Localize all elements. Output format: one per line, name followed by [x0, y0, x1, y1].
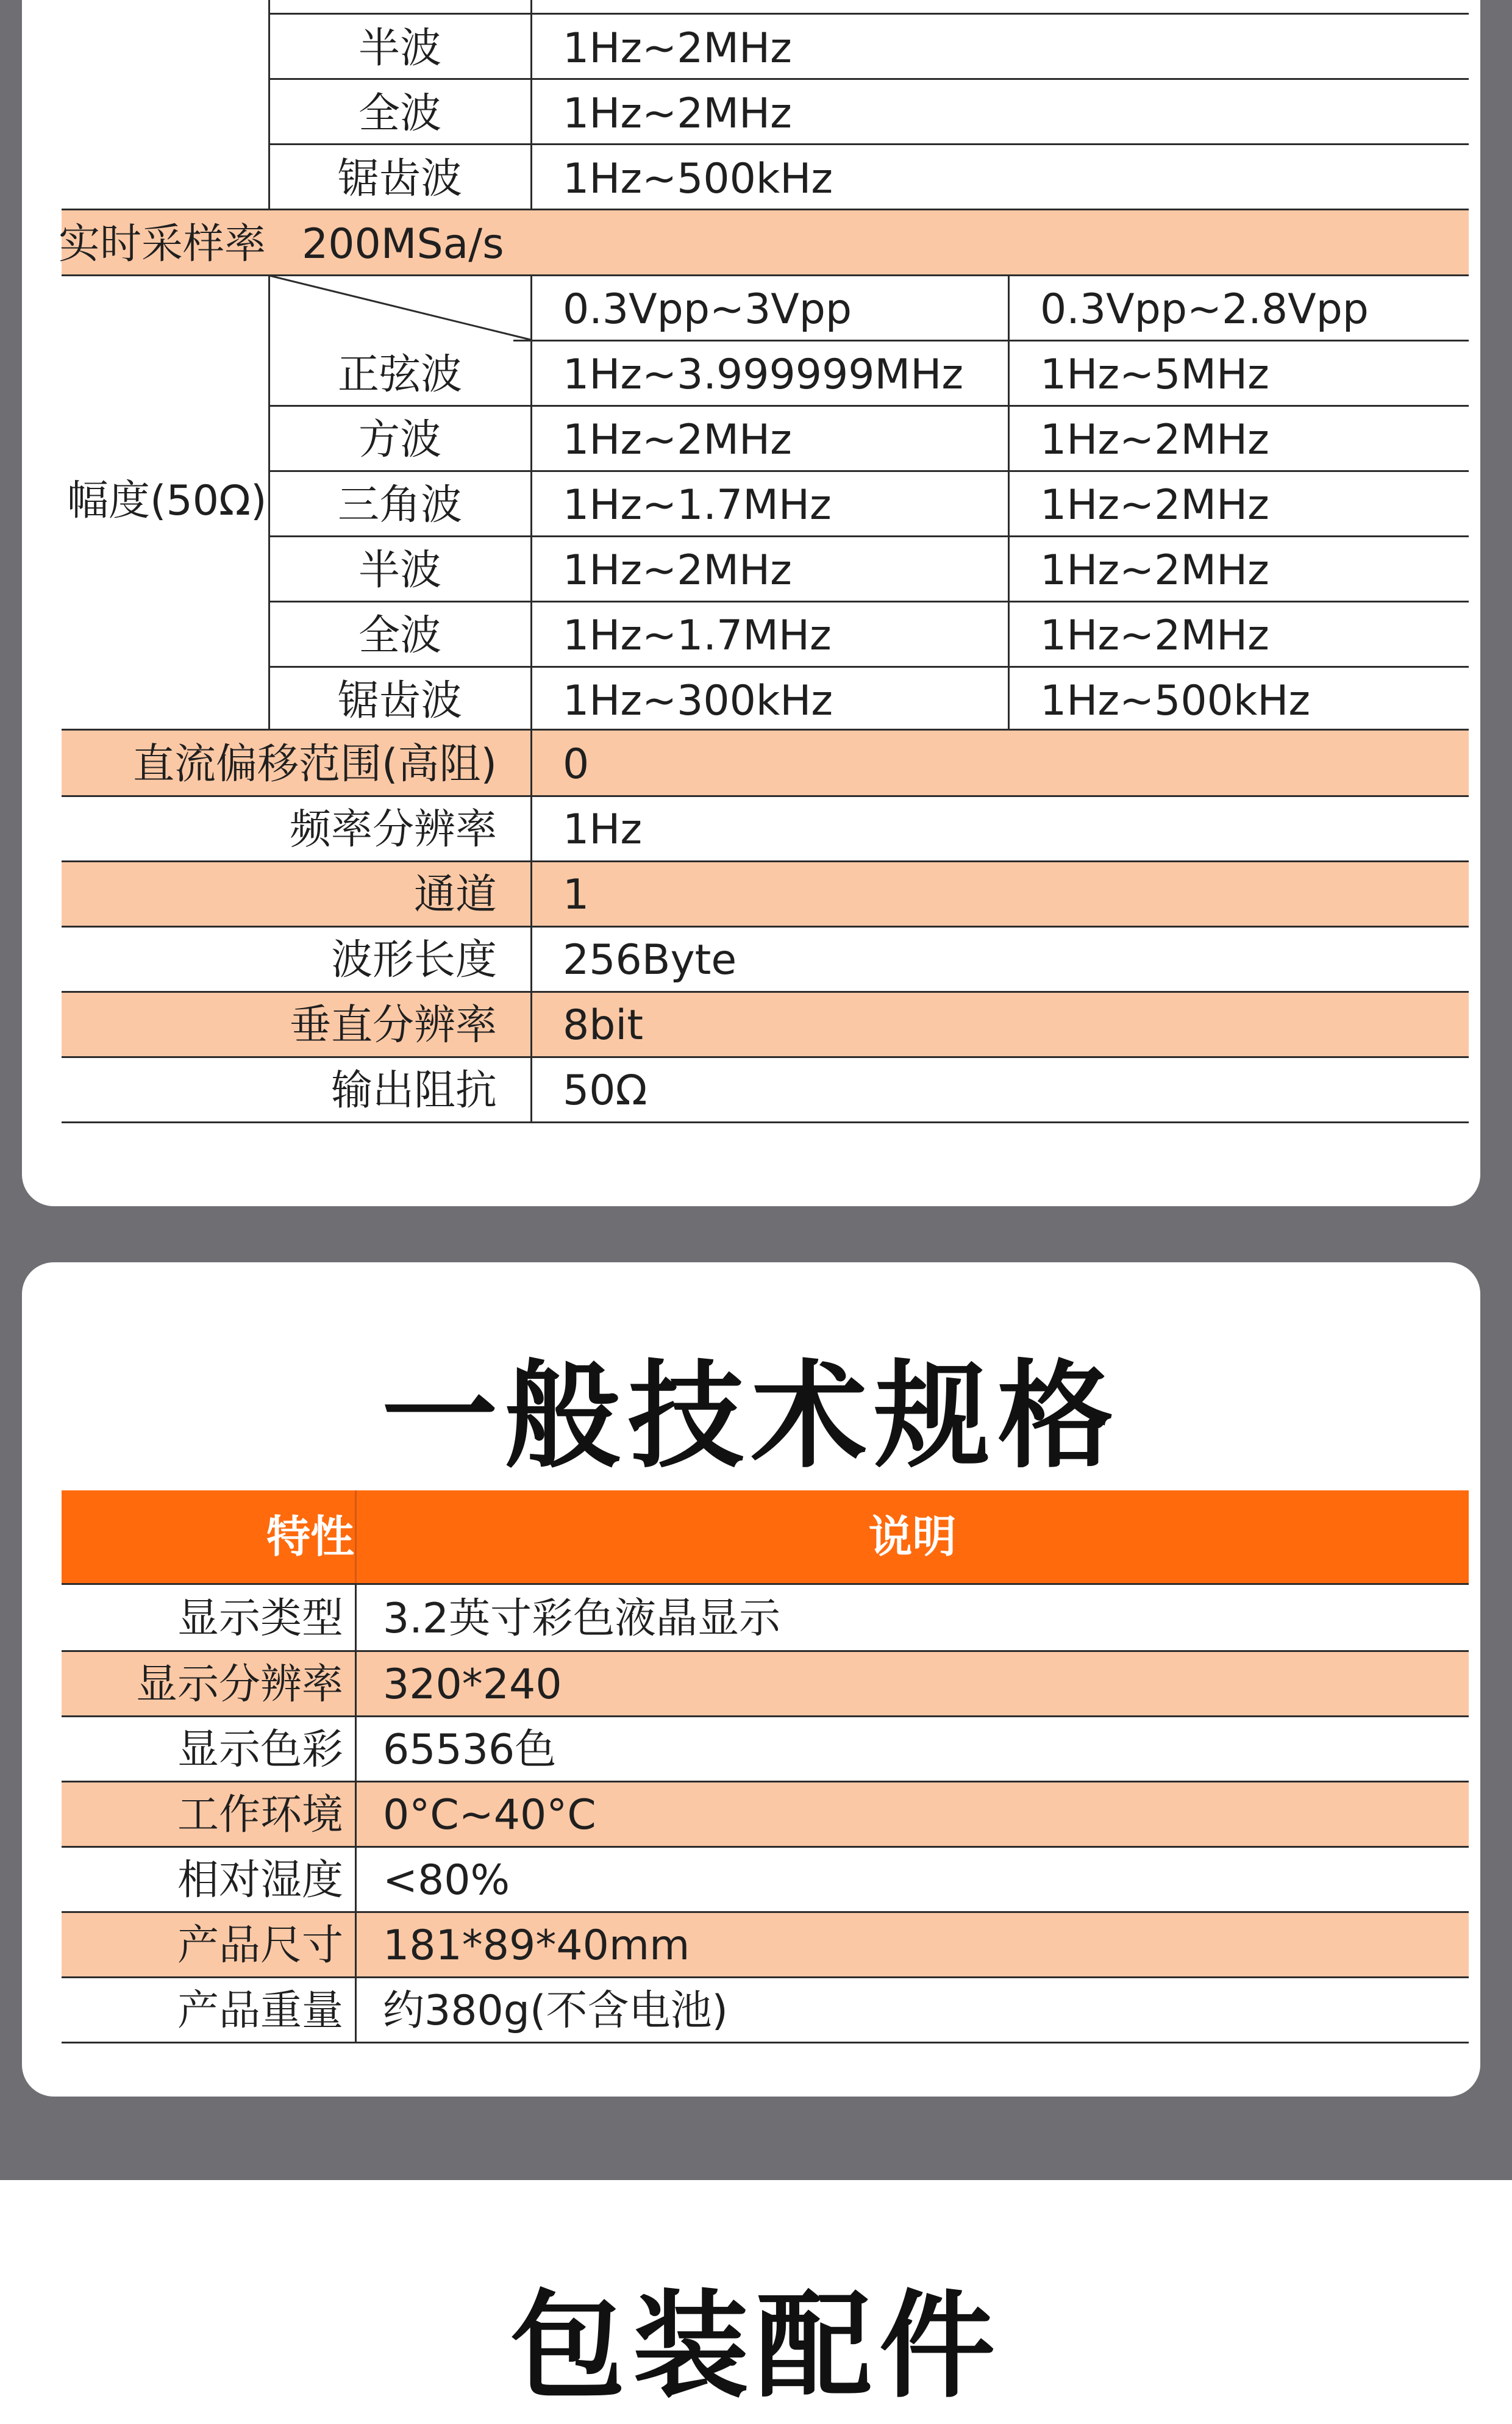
- table-rule: [62, 209, 1469, 210]
- general-row-value: 0°C~40°C: [383, 1791, 596, 1839]
- amplitude-row-b: 1Hz~2MHz: [1040, 612, 1269, 660]
- misc-row-value: 0: [563, 740, 590, 788]
- header-description: 说明: [868, 1511, 957, 1562]
- misc-row-value: 8bit: [563, 1001, 643, 1049]
- table-rule: [62, 860, 1469, 862]
- table-rule: [269, 666, 1469, 668]
- misc-row-label: 频率分辨率: [289, 806, 497, 854]
- general-row-label: 产品重量: [177, 1987, 343, 2035]
- amplitude-row-a: 1Hz~3.999999MHz: [563, 351, 964, 399]
- amplitude-row-b: 1Hz~2MHz: [1040, 416, 1269, 464]
- amplitude-row-name: 正弦波: [337, 351, 462, 399]
- table-rule: [62, 1121, 1469, 1123]
- general-spec-card: [22, 1262, 1480, 2097]
- general-row-label: 相对湿度: [177, 1856, 343, 1904]
- general-row-value: 181*89*40mm: [383, 1922, 690, 1970]
- misc-row-value: 256Byte: [563, 936, 737, 984]
- misc-row-label: 波形长度: [330, 936, 497, 984]
- table-rule: [62, 1583, 1469, 1585]
- freq-row-name: 半波: [358, 24, 441, 73]
- misc-row-label: 输出阻抗: [330, 1067, 497, 1115]
- table-rule: [269, 143, 1469, 145]
- amplitude-header-a: 0.3Vpp~3Vpp: [563, 285, 852, 334]
- table-rule: [1008, 274, 1010, 730]
- table-rule: [62, 1715, 1469, 1717]
- amplitude-group-label: 幅度(50Ω): [67, 477, 267, 525]
- amplitude-row-a: 1Hz~2MHz: [563, 546, 792, 595]
- table-rule: [62, 991, 1469, 993]
- sample-rate-label: 实时采样率: [59, 220, 266, 268]
- misc-row-label: 垂直分辨率: [289, 1001, 497, 1049]
- amplitude-row-a: 1Hz~1.7MHz: [563, 481, 832, 529]
- general-row-value: <80%: [383, 1856, 510, 1904]
- misc-row-label: 通道: [413, 871, 497, 919]
- freq-row-name: 锯齿波: [337, 155, 462, 203]
- general-row-label: 显示色彩: [177, 1726, 343, 1774]
- table-rule: [62, 1911, 1469, 1913]
- sample-rate-value: 200MSa/s: [302, 220, 504, 268]
- freq-row-value: 1Hz~500kHz: [563, 155, 833, 203]
- amplitude-row-b: 1Hz~2MHz: [1040, 481, 1269, 529]
- general-row-value: 3.2英寸彩色液晶显示: [383, 1595, 781, 1643]
- amplitude-row-a: 1Hz~2MHz: [563, 416, 792, 464]
- freq-row-value: 1Hz~2MHz: [563, 24, 792, 73]
- amplitude-row-name: 半波: [358, 546, 441, 595]
- misc-row-value: 1Hz: [563, 806, 643, 854]
- amplitude-row-b: 1Hz~2MHz: [1040, 546, 1269, 595]
- table-rule: [269, 601, 1469, 602]
- amplitude-header-b: 0.3Vpp~2.8Vpp: [1040, 285, 1369, 334]
- spec-card-top: [22, 0, 1480, 1206]
- packaging-card: [0, 2180, 1512, 2424]
- freq-row-value: 1Hz~2MHz: [563, 90, 792, 138]
- table-rule: [269, 535, 1469, 537]
- misc-row-value: 50Ω: [563, 1067, 647, 1115]
- table-rule: [62, 1650, 1469, 1652]
- amplitude-row-name: 三角波: [337, 481, 462, 529]
- general-row-value: 65536色: [383, 1726, 557, 1774]
- table-rule: [355, 1583, 357, 2043]
- packaging-title: 包装配件: [509, 2279, 1002, 2414]
- general-row-label: 显示类型: [177, 1595, 343, 1643]
- table-rule: [269, 78, 1469, 80]
- table-rule: [530, 0, 532, 210]
- misc-row-value: 1: [563, 871, 590, 919]
- amplitude-row-b: 1Hz~500kHz: [1040, 677, 1311, 725]
- table-rule: [62, 926, 1469, 928]
- general-row-label: 产品尺寸: [177, 1922, 343, 1970]
- amplitude-row-name: 锯齿波: [337, 677, 462, 725]
- sample-rate-band: [62, 210, 1469, 276]
- table-rule: [62, 1846, 1469, 1848]
- general-row-label: 工作环境: [177, 1791, 343, 1839]
- general-row-value: 约380g(不含电池): [383, 1987, 729, 2035]
- misc-row-label: 直流偏移范围(高阻): [132, 740, 497, 788]
- table-rule: [513, 340, 1469, 341]
- table-rule: [269, 470, 1469, 472]
- freq-row-name: 全波: [358, 90, 441, 138]
- table-rule: [269, 405, 1469, 407]
- table-rule: [62, 2042, 1469, 2043]
- table-rule: [62, 729, 1469, 731]
- table-rule: [530, 274, 532, 1122]
- table-rule: [62, 1781, 1469, 1782]
- general-row-label: 显示分辨率: [135, 1661, 343, 1709]
- table-rule: [62, 1056, 1469, 1058]
- amplitude-row-a: 1Hz~300kHz: [563, 677, 833, 725]
- general-spec-title: 一般技术规格: [381, 1349, 1121, 1484]
- amplitude-row-a: 1Hz~1.7MHz: [563, 612, 832, 660]
- header-feature: 特性: [266, 1511, 354, 1562]
- table-rule: [62, 795, 1469, 797]
- general-row-value: 320*240: [383, 1661, 562, 1709]
- table-rule: [269, 13, 1469, 15]
- amplitude-row-name: 方波: [358, 416, 441, 464]
- table-rule: [62, 1976, 1469, 1978]
- amplitude-row-b: 1Hz~5MHz: [1040, 351, 1269, 399]
- amplitude-row-name: 全波: [358, 612, 441, 660]
- diagonal-header-cell: [269, 276, 532, 341]
